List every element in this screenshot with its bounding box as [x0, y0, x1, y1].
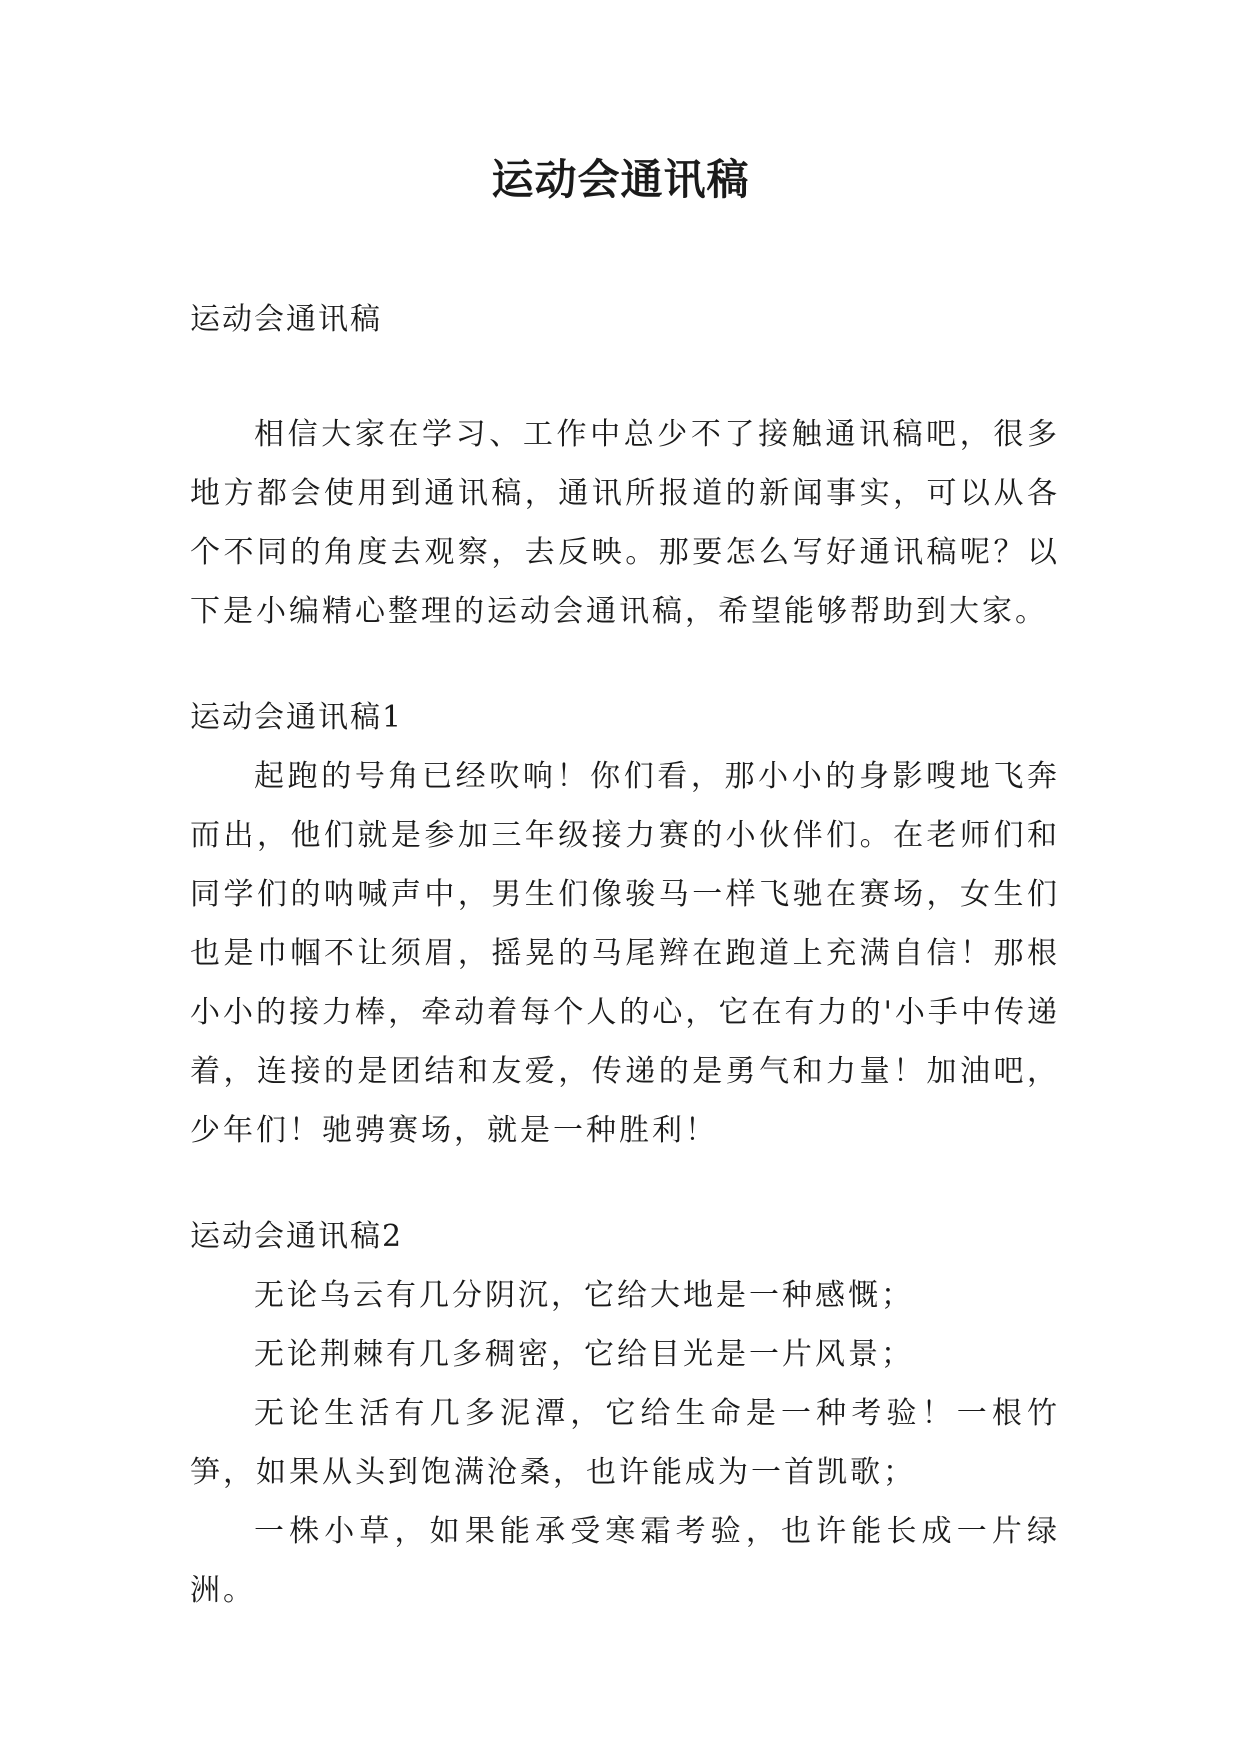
spacer [190, 641, 1060, 688]
section-2-line-4: 一株小草，如果能承受寒霜考验，也许能长成一片绿洲。 [190, 1514, 1060, 1608]
section-2-line-2: 无论荆棘有几多稠密，它给目光是一片风景； [254, 1337, 914, 1372]
section-1-heading: 运动会通讯稿1 [190, 700, 404, 735]
document-title: 运动会通讯稿 [491, 155, 750, 204]
section-1-paragraph: 起跑的号角已经吹响！你们看，那小小的身影嗖地飞奔而出，他们就是参加三年级接力赛的小伙伴们。在老师们和同学们的呐喊声中，男生们像骏马一样飞驰在赛场，女生们也是巾帼不让须眉，摇晃的马尾辫在跑道上充满自信！那根小小的接力棒，牵动着每个人的心，它在有力的'小手中传递着，连接的是团结和友爱，传递的是勇气和力量！加油吧，少年们！驰骋赛场，就是一种胜利！ [190, 759, 1060, 1148]
section-2-line-3: 无论生活有几多泥潭，它给生命是一种考验！一根竹笋，如果从头到饱满沧桑，也许能成为一首凯歌； [190, 1396, 1060, 1490]
spacer [190, 349, 1060, 405]
document-body [190, 290, 1060, 1620]
spacer [190, 1160, 1060, 1207]
intro-heading: 运动会通讯稿 [190, 302, 382, 337]
intro-paragraph: 相信大家在学习、工作中总少不了接触通讯稿吧，很多地方都会使用到通讯稿，通讯所报道的新闻事实，可以从各个不同的角度去观察，去反映。那要怎么写好通讯稿呢？以下是小编精心整理的运动会通讯稿，希望能够帮助到大家。 [190, 417, 1060, 629]
section-2-heading: 运动会通讯稿2 [190, 1219, 404, 1254]
section-2-line-1: 无论乌云有几分阴沉，它给大地是一种感慨； [254, 1278, 914, 1313]
